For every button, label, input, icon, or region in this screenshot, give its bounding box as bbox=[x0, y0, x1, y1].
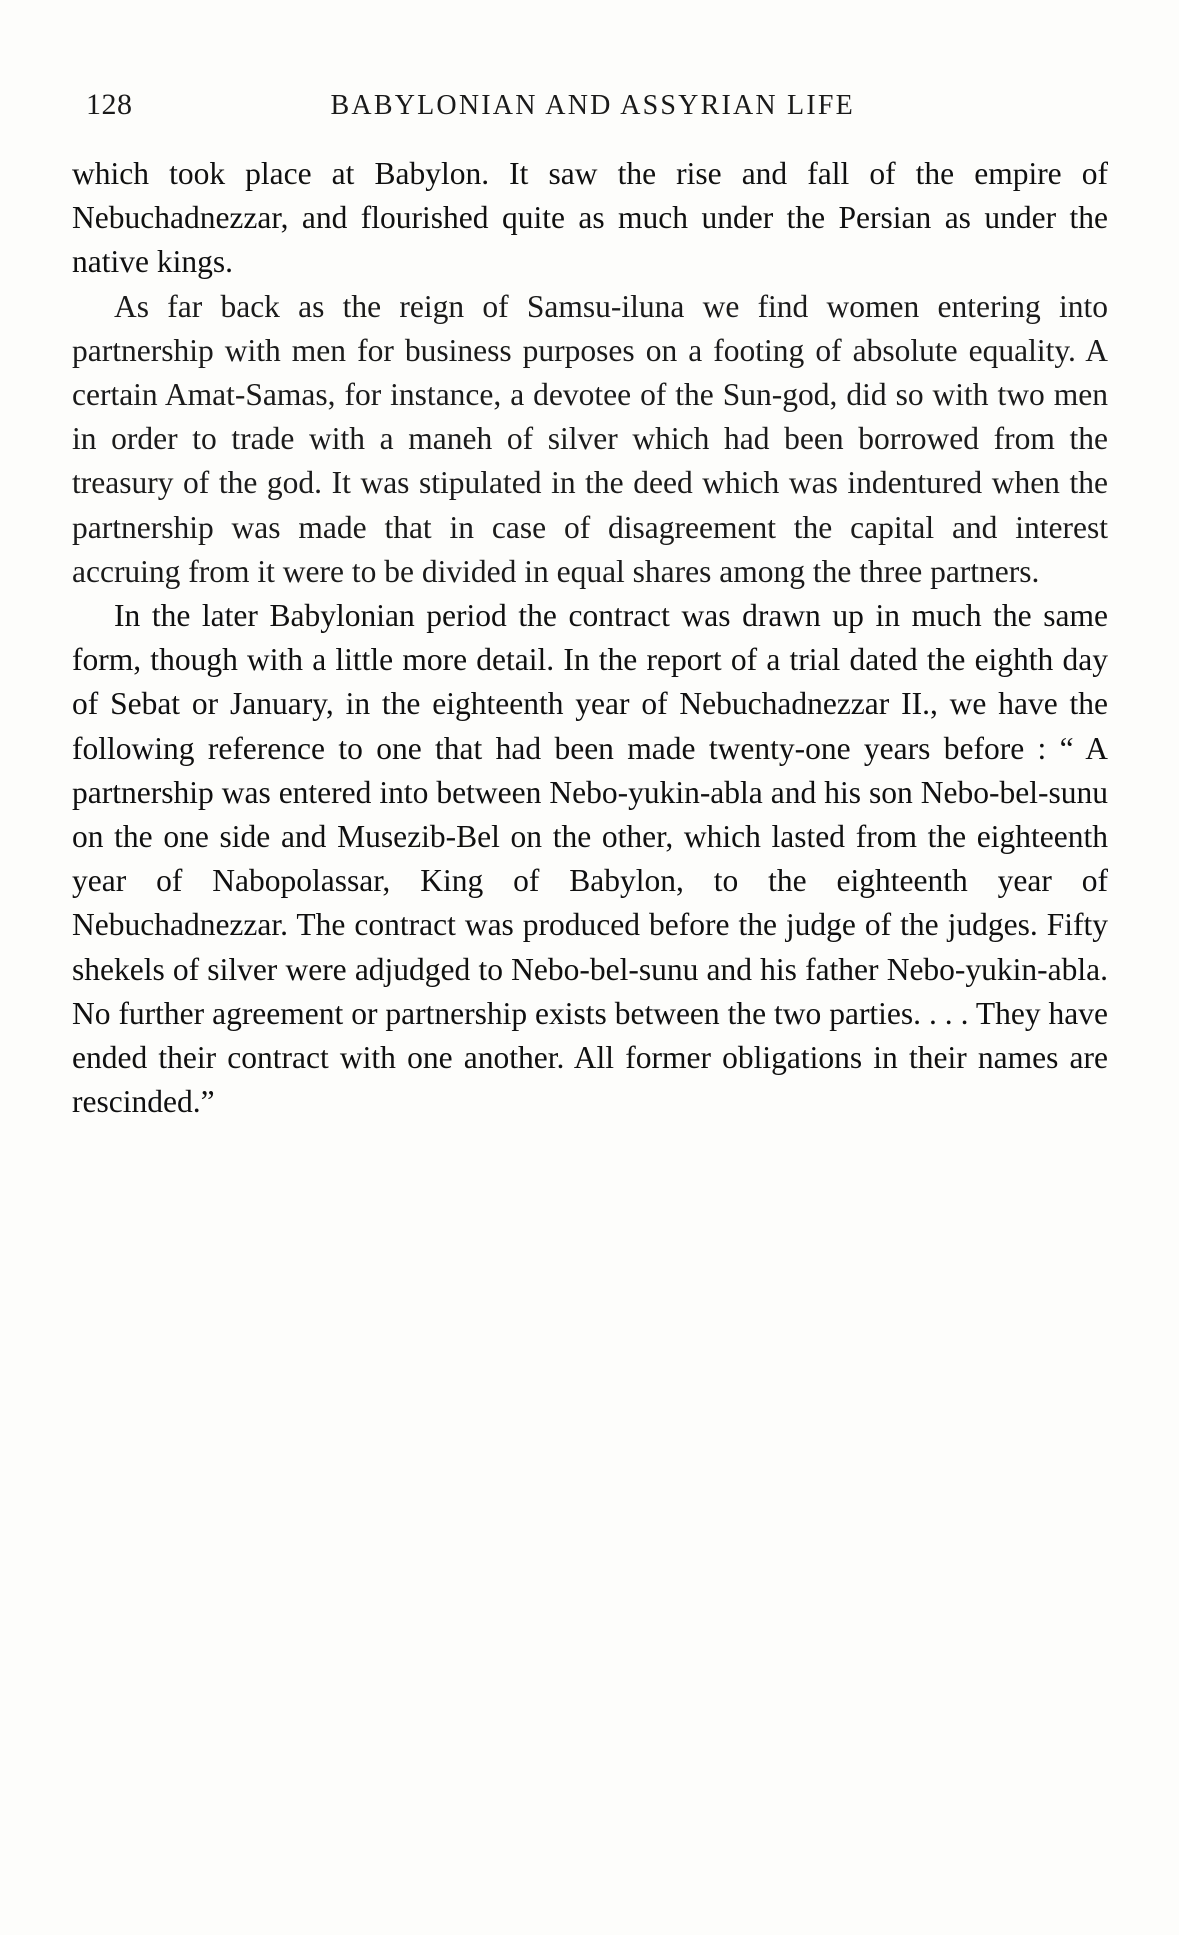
page-body bbox=[72, 152, 1108, 1124]
page-number: 128 bbox=[86, 88, 133, 121]
paragraph: As far back as the reign of Samsu-iluna we find women entering into partnership with men for business purposes on a footing of absolute equality. A certain Amat-Samas, for instance, a devotee of the Sun-god, did so with two men in order to trade with a maneh of silver which had been borrowed from the treasury of the god. It was stipulated in the deed which was indentured when the partnership was made that in case of disagreement the capital and interest accruing from it were to be divided in equal shares among the three partners. bbox=[72, 288, 1108, 589]
paragraph: which took place at Babylon. It saw the rise and fall of the empire of Nebuchadnezzar, and flourished quite as much under the Persian as under the native kings. bbox=[72, 156, 1108, 280]
page-header bbox=[86, 88, 1093, 128]
paragraph: In the later Babylonian period the contract was drawn up in much the same form, though with a little more detail. In the report of a trial dated the eighth day of Sebat or January, in the eighteenth year of Nebuchadnezzar II., we have the following reference to one that had been made twenty-one years before : “ A partnership was entered into between Nebo-yukin-abla and his son Nebo-bel-sunu on the one side and Musezib-Bel on the other, which lasted from the eighteenth year of Nabopolassar, King of Babylon, to the eighteenth year of Nebuchadnezzar. The contract was produced before the judge of the judges. Fifty shekels of silver were adjudged to Nebo-bel-sunu and his father Nebo-yukin-abla. No further agreement or partnership exists between the two parties. . . . They have ended their contract with one another. All former obligations in their names are rescinded.” bbox=[72, 598, 1108, 1120]
running-head: BABYLONIAN AND ASSYRIAN LIFE bbox=[330, 90, 855, 121]
